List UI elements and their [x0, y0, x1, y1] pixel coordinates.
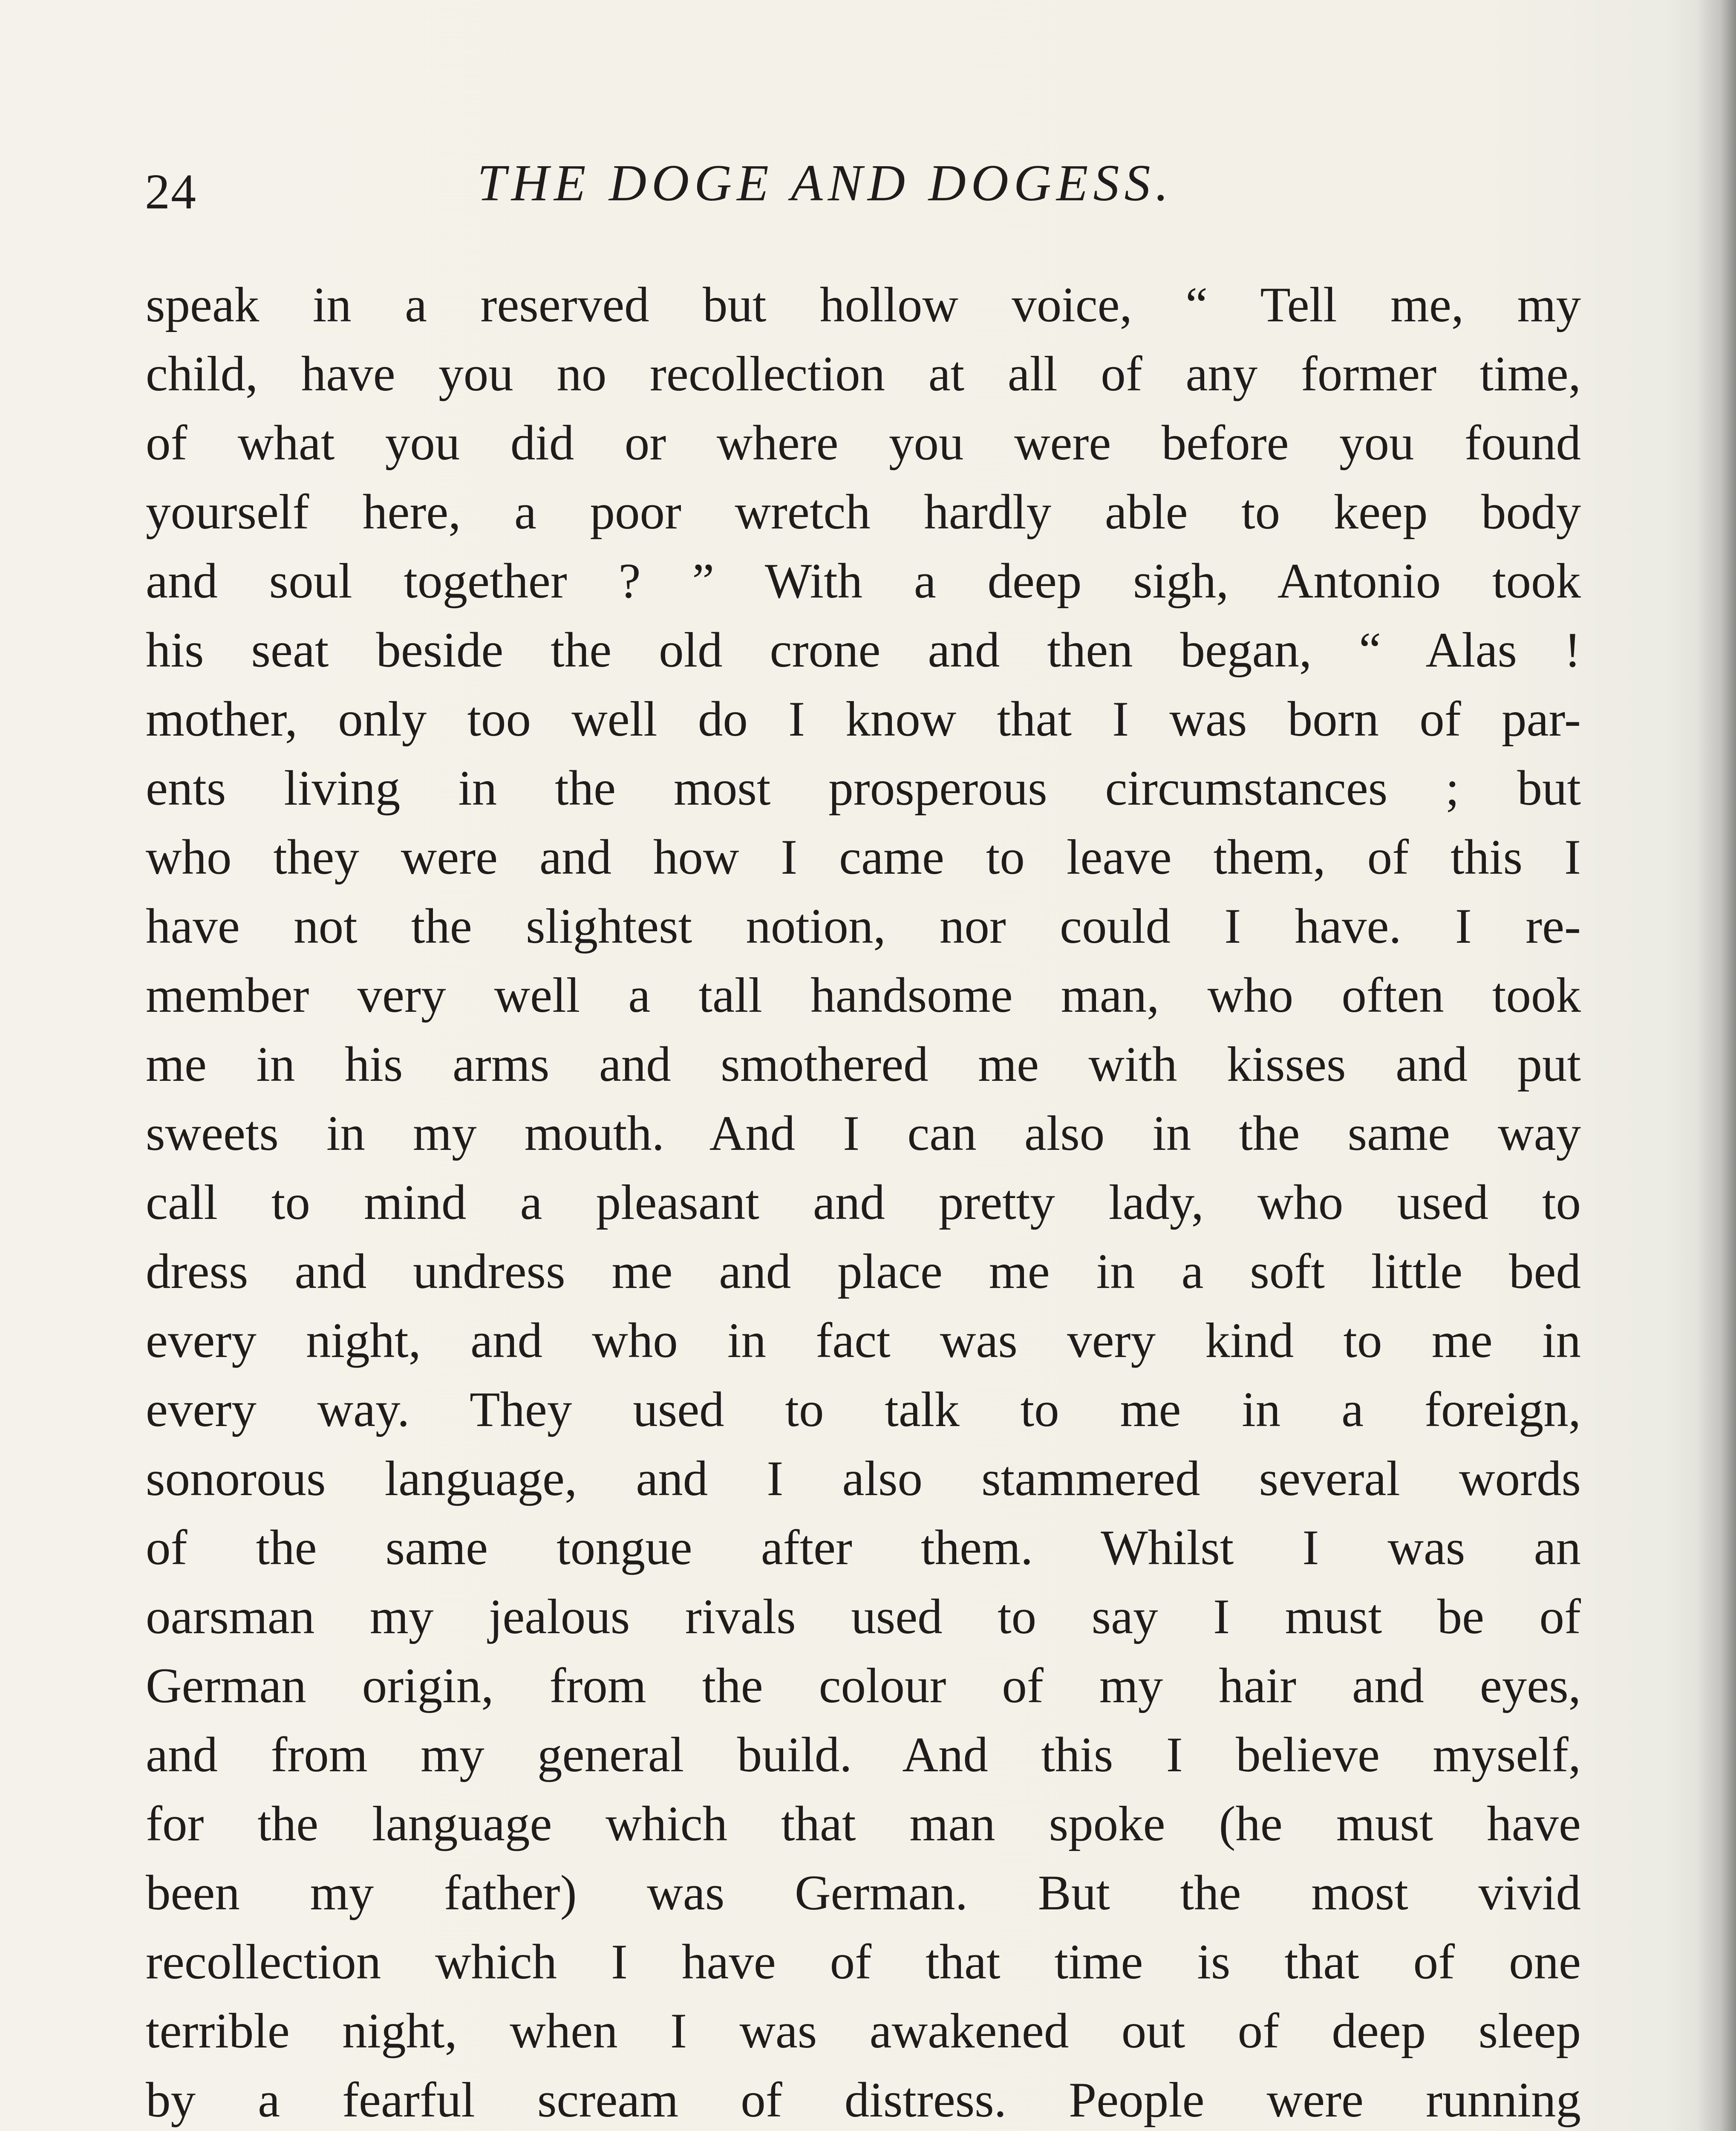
text-line: every night, and who in fact was very kind to me in	[146, 1313, 1581, 1368]
page-edge-shadow	[1698, 0, 1736, 2131]
text-line: yourself here, a poor wretch hardly able to keep body	[146, 485, 1581, 540]
text-line: his seat beside the old crone and then began, “ Alas !	[146, 623, 1581, 678]
text-line: member very well a tall handsome man, who often took	[146, 968, 1581, 1023]
text-line: ents living in the most prosperous circumstances ; but	[146, 761, 1581, 816]
text-line: sonorous language, and I also stammered several words	[146, 1451, 1581, 1506]
text-line: by a fearful scream of distress. People were running	[146, 2073, 1581, 2128]
text-line: speak in a reserved but hollow voice, “ Tell me, my	[146, 277, 1581, 332]
page-number: 24	[145, 164, 197, 219]
text-line: child, have you no recollection at all of any former time,	[146, 347, 1581, 401]
text-line: call to mind a pleasant and pretty lady, who used to	[146, 1175, 1581, 1230]
text-line: of what you did or where you were before you found	[146, 416, 1581, 471]
running-title: THE DOGE AND DOGESS.	[477, 154, 1174, 212]
body-text	[146, 271, 1581, 2131]
text-line: of the same tongue after them. Whilst I was an	[146, 1520, 1581, 1575]
text-line: and from my general build. And this I believe myself,	[146, 1727, 1581, 1782]
text-line: recollection which I have of that time is that of one	[146, 1935, 1581, 1990]
text-line: have not the slightest notion, nor could I have. I re-	[146, 899, 1581, 954]
text-line: dress and undress me and place me in a soft little bed	[146, 1244, 1581, 1299]
text-line: oarsman my jealous rivals used to say I must be of	[146, 1589, 1581, 1644]
text-line: terrible night, when I was awakened out of deep sleep	[146, 2004, 1581, 2059]
text-line: every way. They used to talk to me in a foreign,	[146, 1382, 1581, 1437]
text-line: sweets in my mouth. And I can also in the same way	[146, 1106, 1581, 1161]
text-line: for the language which that man spoke (he must have	[146, 1796, 1581, 1851]
text-line: and soul together ? ” With a deep sigh, Antonio took	[146, 554, 1581, 609]
page-header	[145, 153, 1581, 222]
text-line: me in his arms and smothered me with kisses and put	[146, 1037, 1581, 1092]
text-line: mother, only too well do I know that I was born of par-	[146, 692, 1581, 747]
text-line: German origin, from the colour of my hair and eyes,	[146, 1658, 1581, 1713]
text-line: who they were and how I came to leave them, of this I	[146, 830, 1581, 885]
text-line: been my father) was German. But the most vivid	[146, 1865, 1581, 1920]
